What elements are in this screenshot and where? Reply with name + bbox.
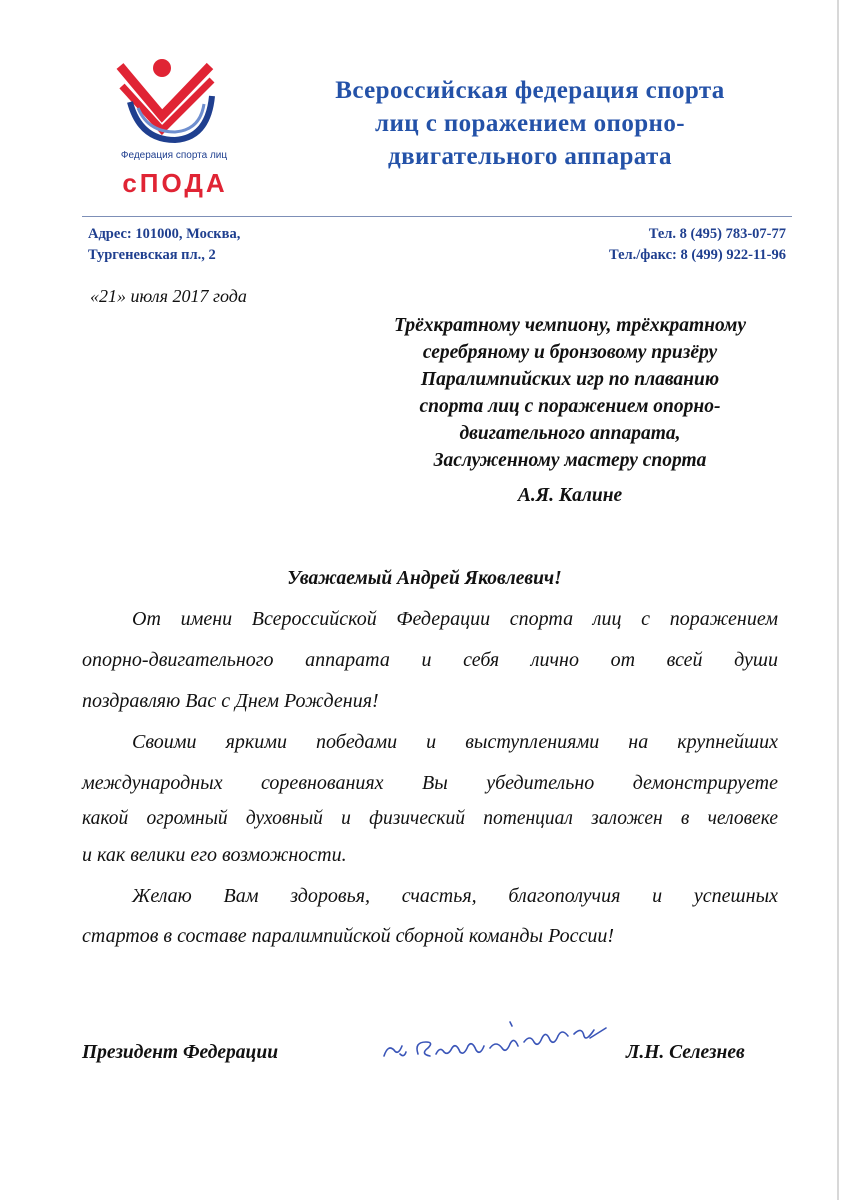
federation-name [270, 74, 790, 173]
phone-block [609, 224, 786, 266]
body-line: стартов в составе паралимпийской сборной команды России! [82, 925, 614, 947]
address-block [88, 224, 240, 266]
body-line: опорно-двигательного аппарата и себя лично от всей души [82, 649, 778, 671]
letterhead-divider [82, 216, 792, 217]
federation-name-line: двигательного аппарата [388, 143, 672, 170]
salutation: Уважаемый Андрей Яковлевич! [287, 568, 562, 589]
addressee-line: Трёхкратному чемпиону, трёхкратному [393, 315, 747, 336]
body-line: международных соревнованиях Вы убедительно демонстрируете [82, 772, 778, 794]
address-line: Адрес: 101000, Москва, [88, 226, 241, 242]
signatory-name: Л.Н. Селезнев [626, 1042, 745, 1063]
body-line: поздравляю Вас с Днем Рождения! [82, 690, 379, 712]
body-line: Своими яркими победами и выступлениями на крупнейших [132, 731, 778, 753]
page-edge [837, 0, 839, 1200]
addressee-name: А.Я. Калине [517, 485, 623, 506]
signatory-title: Президент Федерации [82, 1042, 279, 1063]
body-line: От имени Всероссийской Федерации спорта лиц с поражением [132, 608, 778, 630]
fax-line: Тел./факс: 8 (499) 922-11-96 [608, 247, 786, 263]
addressee-line: Заслуженному мастеру спорта [433, 450, 707, 471]
addressee-block [340, 312, 800, 509]
body-line: Желаю Вам здоровья, счастья, благополучия и успешных [132, 885, 778, 907]
logo-caption: Федерация спорта лиц [120, 150, 228, 161]
addressee-line: серебряному и бронзовому призёру [422, 342, 718, 363]
logo-wordmark: сПОДА [122, 168, 228, 198]
federation-name-line: Всероссийская федерация спорта [335, 77, 725, 104]
body-line: какой огромный духовный и физический потенциал заложен в человеке [82, 808, 778, 829]
addressee-line: спорта лиц с поражением опорно- [419, 396, 721, 417]
address-line: Тургеневская пл., 2 [88, 247, 216, 263]
body-line: и как велики его возможности. [82, 844, 347, 866]
phone-line: Тел. 8 (495) 783-07-77 [648, 226, 786, 242]
addressee-line: Паралимпийских игр по плаванию [420, 369, 720, 390]
letter-date: «21» июля 2017 года [90, 286, 247, 306]
federation-name-line: лиц с поражением опорно- [375, 110, 685, 137]
addressee-line: двигательного аппарата, [459, 423, 681, 444]
handwritten-signature [378, 1012, 618, 1068]
